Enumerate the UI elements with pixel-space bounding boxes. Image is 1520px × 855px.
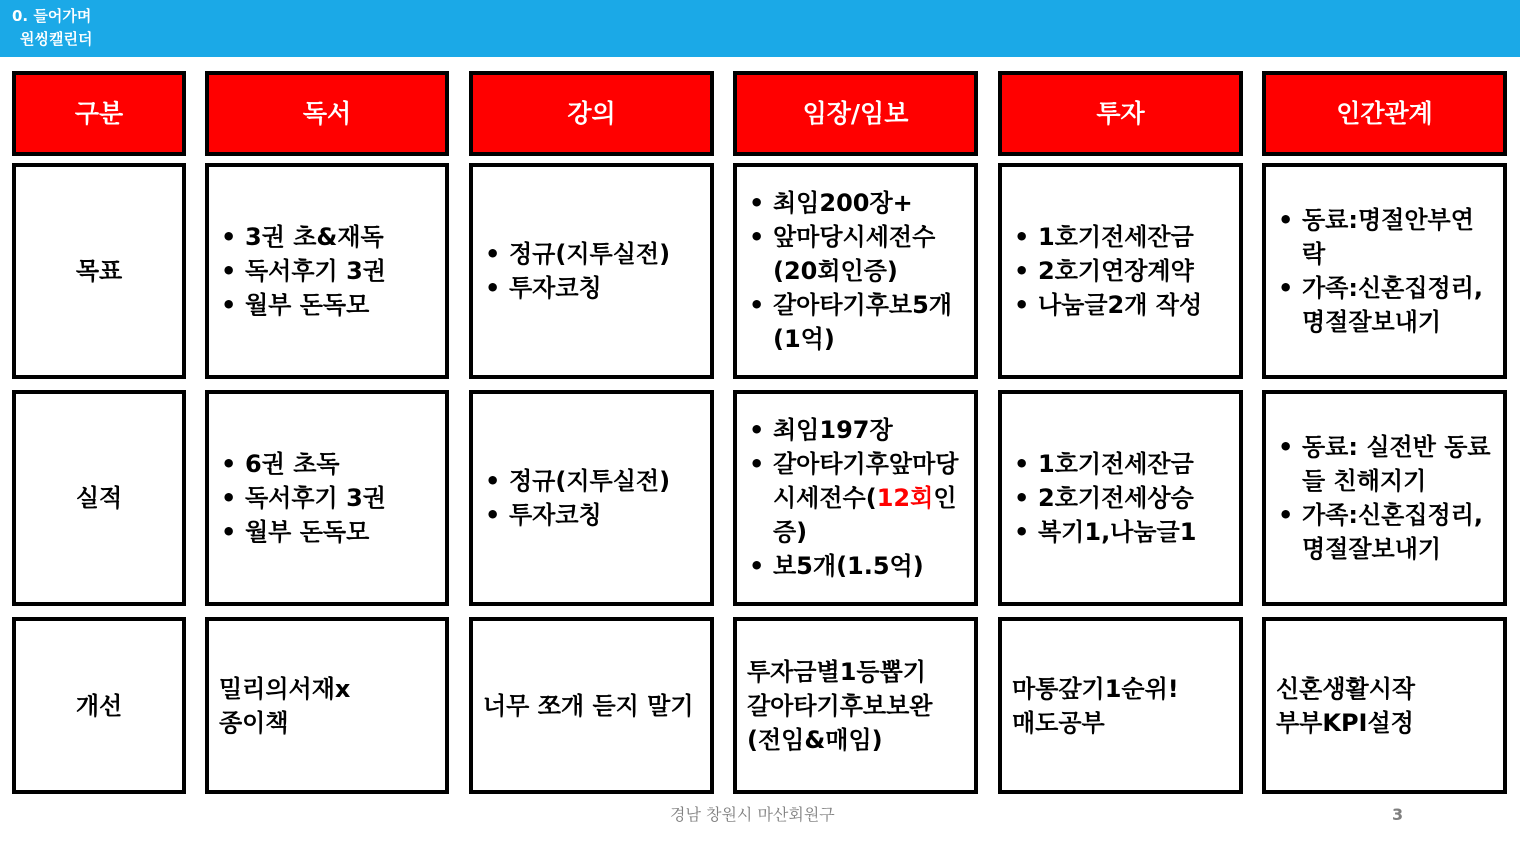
row-label-goal: 목표 — [12, 163, 186, 379]
col-header-imjang: 임장/임보 — [733, 71, 978, 156]
list-item: • 정규(지투실전) — [483, 464, 700, 498]
result-relation-cell — [1262, 390, 1507, 606]
result-invest-cell — [998, 390, 1243, 606]
list-item: • 정규(지투실전) — [483, 237, 700, 271]
result-lecture-cell — [469, 390, 714, 606]
list-item: • 투자코칭 — [483, 271, 700, 305]
list-item: • 동료: 실전반 동료들 친해지기 — [1276, 430, 1493, 498]
imjang-text-pre: 갈아타기후앞마당시세전수( — [773, 450, 959, 512]
imjang-text-post: 인증) — [773, 484, 957, 546]
list-item: • 월부 돈독모 — [219, 288, 435, 322]
list-item: • 복기1,나눔글1 — [1012, 515, 1229, 549]
col-header-relation: 인간관계 — [1262, 71, 1507, 156]
list-item: • 독서후기 3권 — [219, 254, 435, 288]
list-item: • 1호기전세잔금 — [1012, 220, 1229, 254]
improve-reading-cell: 밀리의서재x 종이책 — [205, 617, 449, 794]
list-item — [747, 447, 964, 549]
result-imjang-cell — [733, 390, 978, 606]
list-item: • 독서후기 3권 — [219, 481, 435, 515]
col-header-reading: 독서 — [205, 71, 449, 156]
row-label-improve: 개선 — [12, 617, 186, 794]
list-item: • 앞마당시세전수(20회인증) — [747, 220, 964, 288]
section-title: 0. 들어가며 — [12, 7, 92, 25]
list-item: • 2호기연장계약 — [1012, 254, 1229, 288]
list-item: • 월부 돈독모 — [219, 515, 435, 549]
list-item: • 보5개(1.5억) — [747, 549, 964, 583]
list-item: • 최임197장 — [747, 413, 964, 447]
goal-relation-cell — [1262, 163, 1507, 379]
list-item: • 6권 초독 — [219, 447, 435, 481]
improve-imjang-cell: 투자금별1등뽑기 갈아타기후보보완 (전임&매임) — [733, 617, 978, 794]
footer-location: 경남 창원시 마산회원구 — [670, 805, 835, 824]
section-subtitle: 원씽캘린더 — [20, 30, 93, 48]
goal-lecture-cell — [469, 163, 714, 379]
list-item: • 동료:명절안부연락 — [1276, 203, 1493, 271]
result-reading-cell — [205, 390, 449, 606]
goal-reading-cell — [205, 163, 449, 379]
goal-imjang-cell — [733, 163, 978, 379]
page-number: 3 — [1392, 805, 1404, 824]
col-header-invest: 투자 — [998, 71, 1243, 156]
list-item: • 갈아타기후보5개(1억) — [747, 288, 964, 356]
list-item: • 2호기전세상승 — [1012, 481, 1229, 515]
col-header-category: 구분 — [12, 71, 186, 156]
improve-lecture-cell: 너무 쪼개 듣지 말기 — [469, 617, 714, 794]
list-item: • 투자코칭 — [483, 498, 700, 532]
improve-relation-cell: 신혼생활시작 부부KPI설정 — [1262, 617, 1507, 794]
list-item: • 최임200장+ — [747, 186, 964, 220]
list-item: • 나눔글2개 작성 — [1012, 288, 1229, 322]
row-label-result: 실적 — [12, 390, 186, 606]
goal-invest-cell — [998, 163, 1243, 379]
col-header-lecture: 강의 — [469, 71, 714, 156]
improve-invest-cell: 마통갚기1순위! 매도공부 — [998, 617, 1243, 794]
imjang-highlight-count: 12회 — [876, 484, 934, 512]
list-item: • 가족:신혼집정리,명절잘보내기 — [1276, 498, 1493, 566]
top-banner — [0, 0, 1520, 57]
list-item: • 3권 초&재독 — [219, 220, 435, 254]
list-item: • 가족:신혼집정리,명절잘보내기 — [1276, 271, 1493, 339]
list-item: • 1호기전세잔금 — [1012, 447, 1229, 481]
